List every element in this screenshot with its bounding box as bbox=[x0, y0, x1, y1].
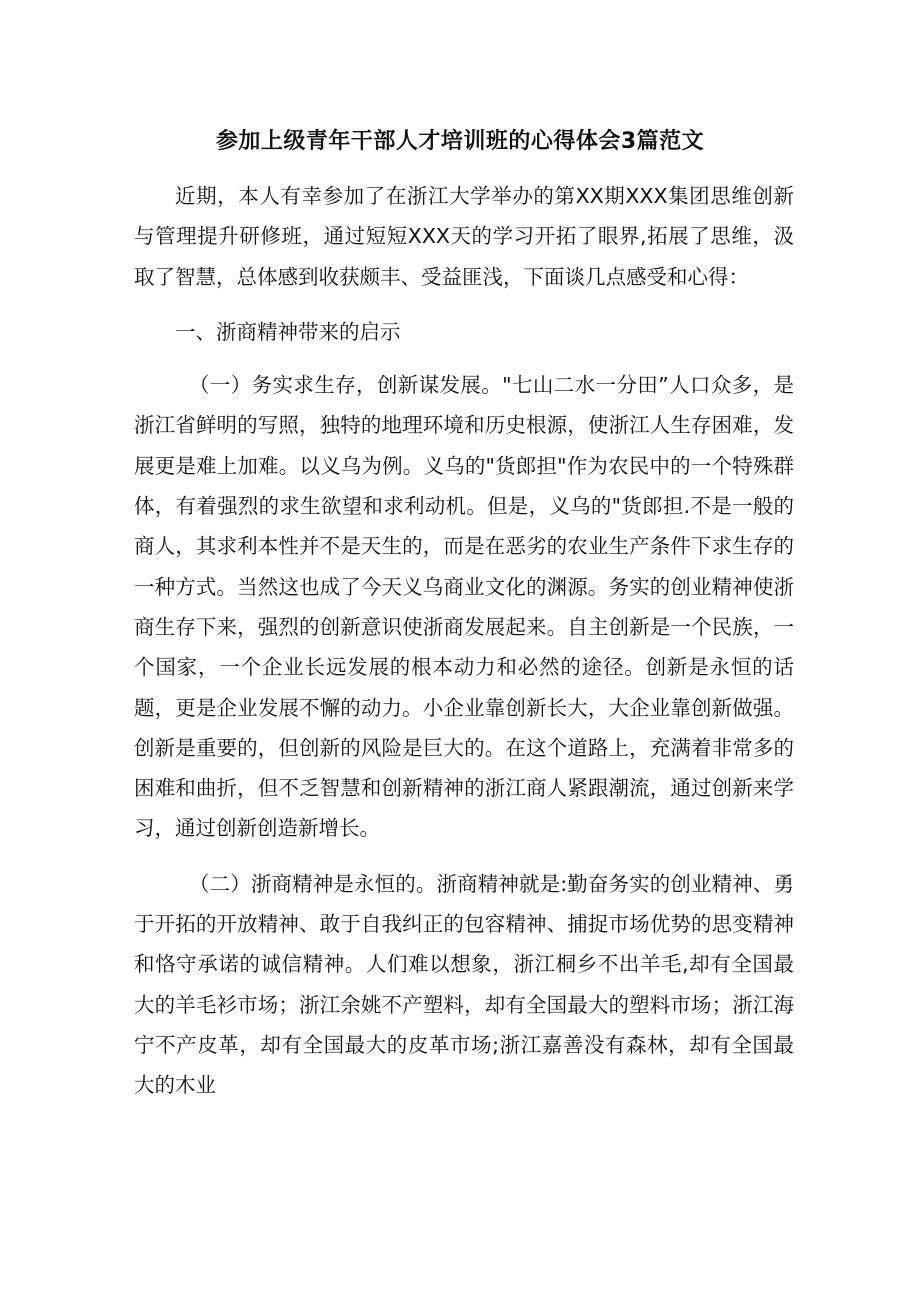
intro-paragraph: 近期，本人有幸参加了在浙江大学举办的第XX期XXX集团思维创新与管理提升研修班，通过短短XXX天的学习开拓了眼界,拓展了思维，汲取了智慧，总体感到收获颇丰、受益匪浅，下面谈几点感受和心得： bbox=[134, 184, 794, 289]
document-body bbox=[134, 176, 794, 1106]
document-title: 参加上级青年干部人才培训班的心得体会3篇范文 bbox=[215, 129, 705, 154]
section-heading: 一、浙商精神带来的启示 bbox=[175, 319, 401, 344]
subsection-one-paragraph: （一）务实求生存，创新谋发展。"七山二水一分田”人口众多，是浙江省鲜明的写照，独特的地理环境和历史根源，使浙江人生存困难，发展更是难上加难。以义乌为例。义乌的"货郎担"作为农民中的一个特殊群体，有着强烈的求生欲望和求利动机。但是，义乌的"货郎担.不是一般的商人，其求利本性并不是天生的，而是在恶劣的农业生产条件下求生存的一种方式。当然这也成了今天义乌商业文化的渊源。务实的创业精神使浙商生存下来，强烈的创新意识使浙商发展起来。自主创新是一个民族，一个国家，一个企业长远发展的根本动力和必然的途径。创新是永恒的话题，更是企业发展不懈的动力。小企业靠创新长大，大企业靠创新做强。创新是重要的，但创新的风险是巨大的。在这个道路上，充满着非常多的困难和曲折，但不乏智慧和创新精神的浙江商人紧跟潮流，通过创新来学习，通过创新创造新增长。 bbox=[134, 373, 794, 841]
subsection-two-paragraph: （二）浙商精神是永恒的。浙商精神就是:勤奋务实的创业精神、勇于开拓的开放精神、敢于自我纠正的包容精神、捕捉市场优势的思变精神和恪守承诺的诚信精神。人们难以想象，浙江桐乡不出羊毛,却有全国最大的羊毛衫市场；浙江余姚不产塑料，却有全国最大的塑料市场；浙江海宁不产皮革，却有全国最大的皮革市场;浙江嘉善没有森林，却有全国最大的木业 bbox=[134, 871, 794, 1098]
